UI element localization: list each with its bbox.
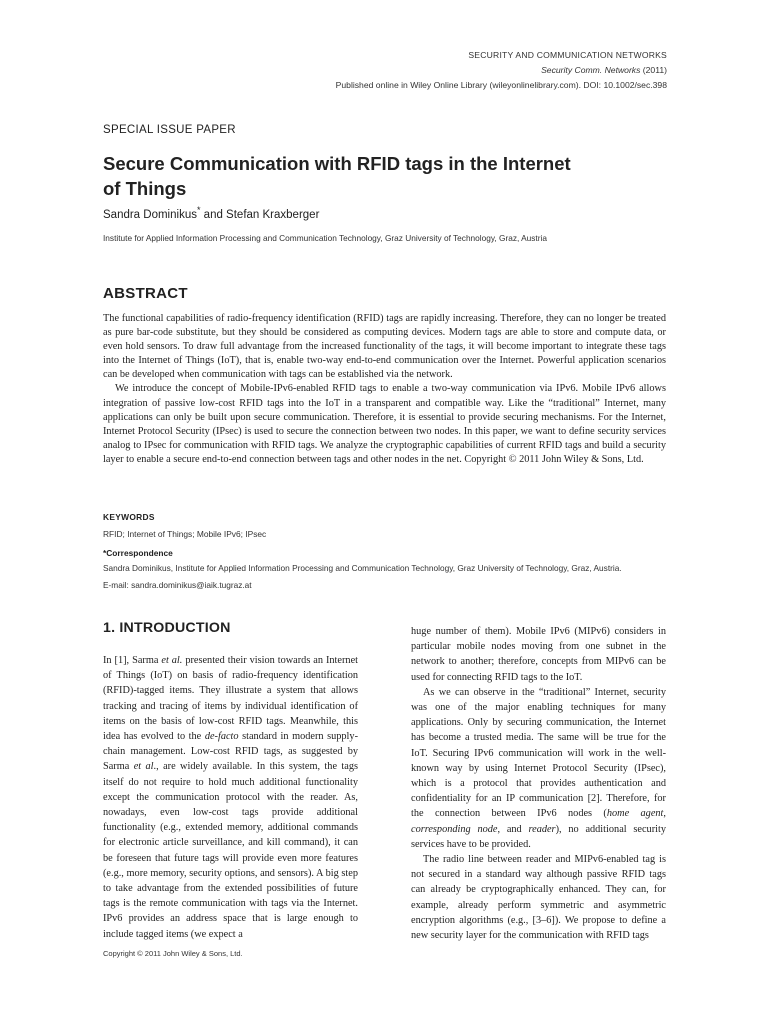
paper-title [103, 151, 678, 201]
emphasis: reader [528, 823, 556, 835]
text-run: ), no additional security services have to be provided. [411, 823, 666, 850]
correspondence-heading: *Correspondence [103, 548, 173, 558]
emphasis: et al. [161, 655, 183, 666]
keywords-heading: KEYWORDS [103, 512, 155, 522]
text-run: ., are widely available. In this system, the tags itself do not require to hold much additional functionality except the communication protocol with the reader. As, nowadays, even low-cost tags provide additional functionality (e.g., extended memory, additional commands for electronic article surveillance, and kill command), it can be foreseen that future tags will provide even more features (e.g., more memory, security options, and sensors). A big step to take advantage from the extended possibilities of future tags is the remote communication with tags via the Internet. IPv6 provides an address space that is large enough to include tagged items (we expect a [103, 761, 358, 940]
journal-citation [336, 63, 667, 78]
emphasis: de-facto [204, 731, 239, 743]
introduction-paragraph-2 [411, 685, 666, 852]
correspondence-mark: * [196, 205, 201, 215]
introduction-left-column [103, 653, 358, 942]
emphasis: et al [133, 761, 154, 773]
text-run: , [663, 808, 666, 820]
keywords-list: RFID; Internet of Things; Mobile IPv6; IPsec [103, 529, 267, 539]
journal-header [336, 48, 667, 93]
correspondence-email: E-mail: sandra.dominikus@iaik.tugraz.at [103, 580, 252, 590]
abstract-paragraph-1: The functional capabilities of radio-frequency identification (RFID) tags are rapidly increasing. Therefore, they can no longer be treated as pure bar-code substitute, but they should be considered as computing devices. Modern tags are able to store and compute data, or even hold sensors. To draw full advantage from the increased functionality of the tags, it will become important to integrate these tags into the Internet of Things (IoT), that is, enable two-way end-to-end communication over the Internet. Powerful application scenarios can be developed when communication with tags can be established via the network. [103, 313, 666, 381]
abstract-paragraph-2: We introduce the concept of Mobile-IPv6-enabled RFID tags to enable a two-way communication via IPv6. Mobile IPv6 allows integration of passive low-cost RFID tags into the IoT in a transparent and compatible way. Like the “traditional” Internet, many applications can only be built upon secure communication. Therefore, it is essential to provide securing mechanisms. For the Internet, Internet Protocol Security (IPsec) is used to secure the connection between two nodes. In this paper, we want to define security services analog to IPsec for communication with RFID tags. We analyze the cryptographic capabilities of current RFID tags and build a security layer to enable a secure end-to-end connection between tags and other nodes in the net. Copyright © 2011 John Wiley & Sons, Ltd. [103, 383, 666, 465]
journal-citation-year: (2011) [640, 65, 667, 75]
paper-title-line-1: Secure Communication with RFID tags in the Internet [103, 153, 571, 174]
introduction-paragraph-3: The radio line between reader and MIPv6-enabled tag is not secured in a standard way although passive RFID tags can already be cryptographically enhanced. They can, for example, already perform symmetric and asymmetric encryption algorithms (e.g., [3–6]). We propose to define a new security layer for the communication with RFID tags [411, 854, 666, 942]
journal-citation-name: Security Comm. Networks [541, 65, 641, 75]
abstract-heading: ABSTRACT [103, 285, 188, 302]
text-run: presented their vision towards an Internet of Things (IoT) on basis of radio-frequency identification (RFID)-tagged items. They illustrate a system that allows tracking and tracing of items by individual identification of items on the basis of low-cost RFID tags. Meanwhile, this idea has evolved to the [103, 655, 358, 743]
publication-info: Published online in Wiley Online Library (wileyonlinelibrary.com). DOI: 10.1002/sec.398 [335, 80, 667, 90]
author-1: Sandra Dominikus [103, 208, 197, 221]
journal-name: SECURITY AND COMMUNICATION NETWORKS [468, 50, 667, 60]
author-list [103, 205, 319, 221]
correspondence-address: Sandra Dominikus, Institute for Applied Information Processing and Communication Technology, Graz University of Technology, Graz, Austria. [103, 563, 622, 573]
introduction-heading: 1. INTRODUCTION [103, 620, 231, 636]
abstract-body [103, 312, 666, 467]
text-run: standard in modern supply-chain management. Low-cost RFID tags, as suggested by Sarma [103, 731, 358, 773]
introduction-right-column [411, 624, 666, 943]
introduction-paragraph-continued: huge number of them). Mobile IPv6 (MIPv6) considers in particular mobile nodes moving from one subnet in the network to another; therefore, concepts from MIPv6 can be used for connecting RFID tags to the IoT. [411, 626, 666, 683]
introduction-paragraph-1 [103, 653, 358, 942]
text-run: As we can observe in the “traditional” Internet, security was one of the major enabling techniques for many applications. Only by securing communication, the Internet has become a trusted media. The same will be true for the IoT. Securing IPv6 communication will work in the well-known way by using Internet Protocol Security (IPsec), which is a protocol that provides authentication and confidentiality for an IP communication [2]. Therefore, for the connection between IPv6 nodes ( [411, 686, 666, 820]
affiliation: Institute for Applied Information Processing and Communication Technology, Graz University of Technology, Graz, Austria [103, 233, 547, 243]
text-run: , and [497, 823, 529, 835]
text-run: In [1], Sarma [103, 655, 162, 666]
author-2: and Stefan Kraxberger [200, 208, 320, 221]
issue-label: SPECIAL ISSUE PAPER [103, 124, 236, 136]
footer-copyright: Copyright © 2011 John Wiley & Sons, Ltd. [103, 949, 243, 958]
emphasis: corresponding node [411, 823, 498, 835]
paper-title-line-2: of Things [103, 178, 187, 199]
emphasis: home agent [606, 808, 664, 820]
